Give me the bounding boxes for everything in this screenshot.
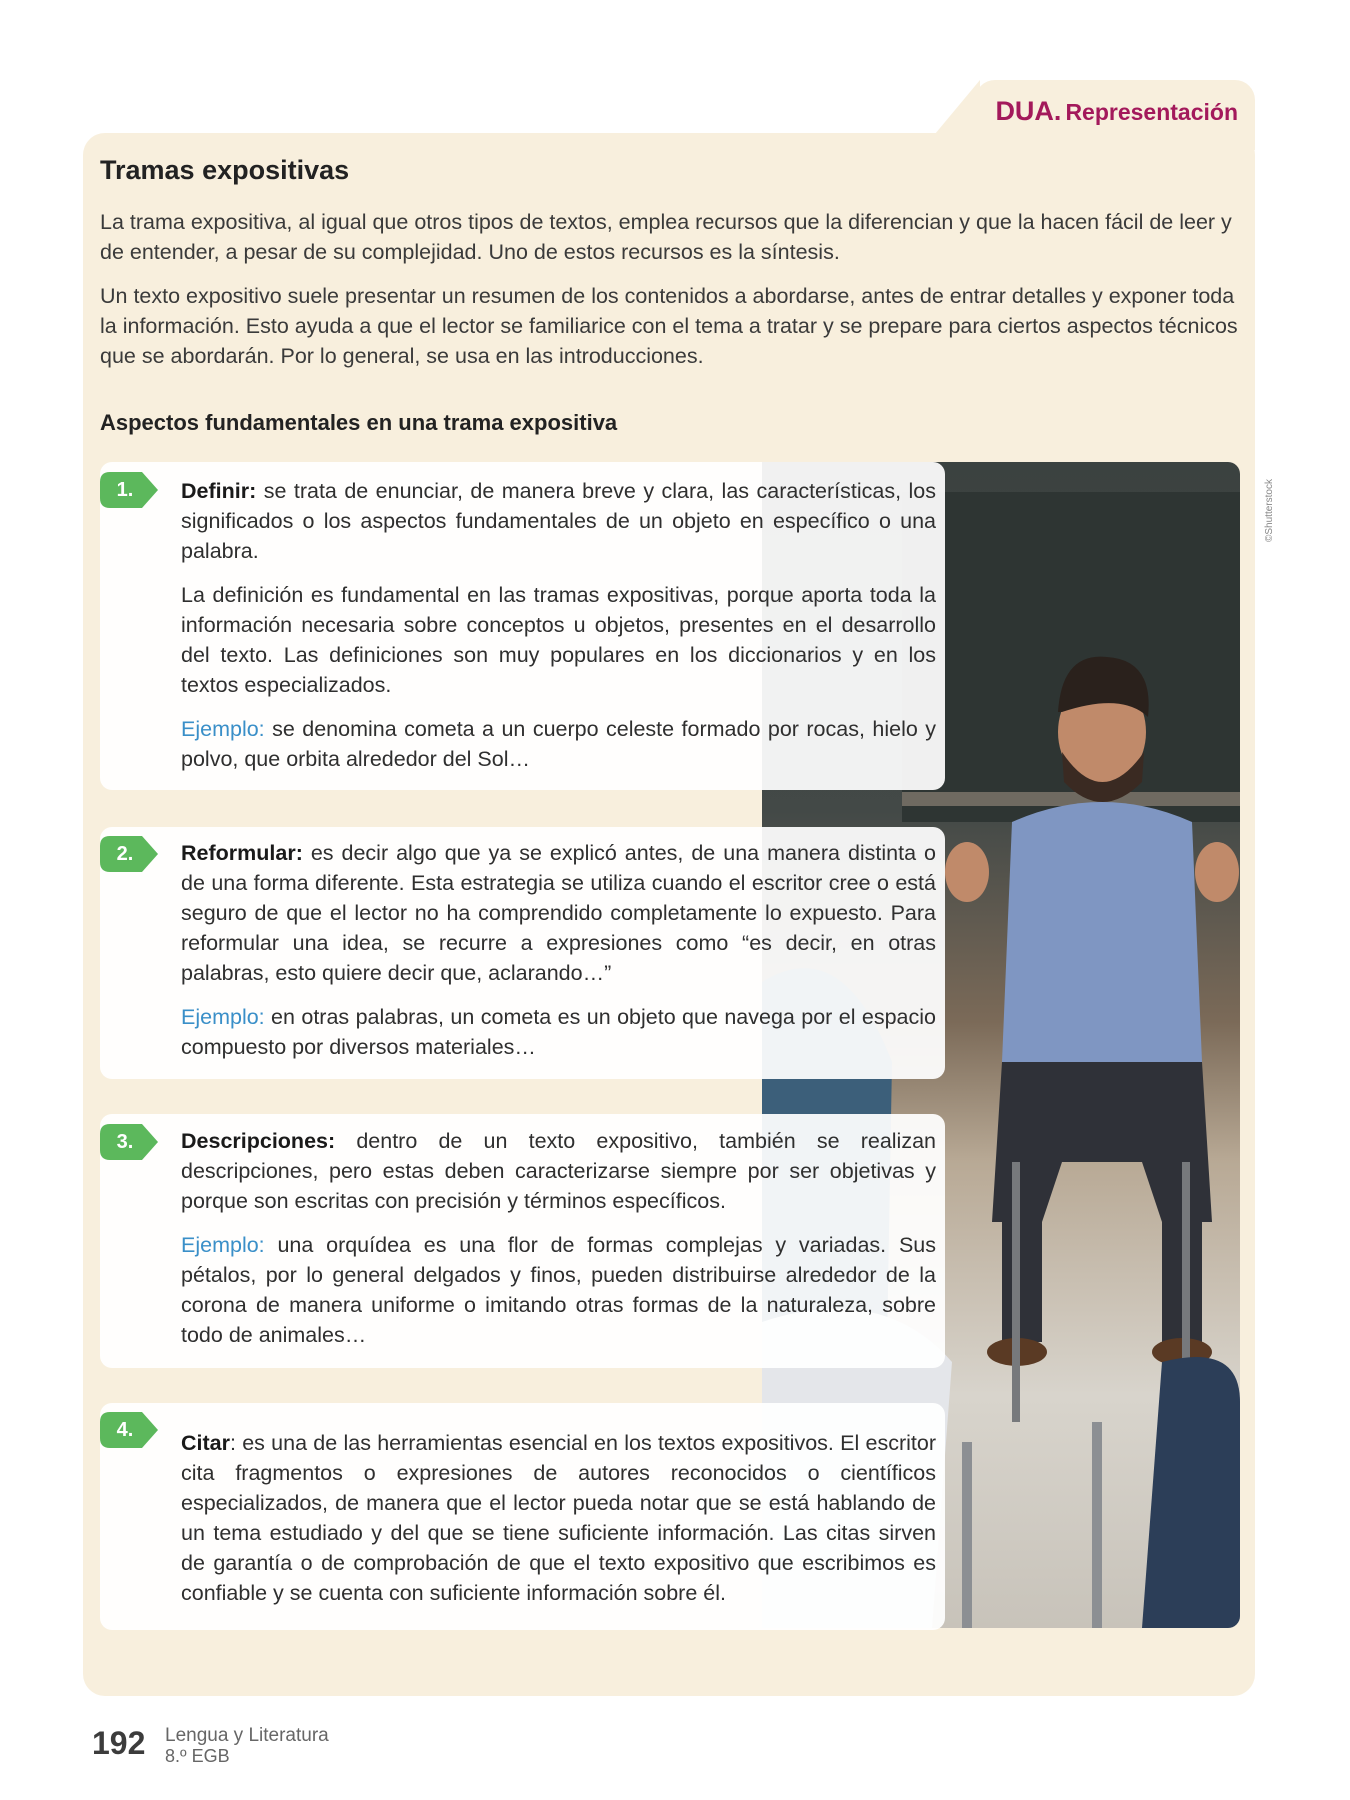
item-number: 4. [116,1419,134,1441]
intro-paragraph-2: Un texto expositivo suele presentar un resumen de los contenidos a abordarse, antes de entrar detalles y exponer toda la información. Esto ayuda a que el lector se familiarice con el tema a tratar y se prepare para ciertos aspectos técnicos que se abordarán. Por lo general, se usa en las introducciones. [100,284,1238,368]
item-text-definir [181,476,936,566]
item-definition: : es una de las herramientas esencial en los textos expositivos. El escritor cita fragmentos o expresiones de autores reconocidos o científicos especializados, de manera que el lector pueda notar que se está hablando de un tema estudiado y del que se tiene suficiente información. Las citas sirven de garantía o de comprobación de que el texto expositivo que escribimos es confiable y se cuenta con suficiente información sobre él. [181,1431,936,1605]
item-text-citar [181,1428,936,1608]
dua-sub: Representación [1065,99,1238,125]
photo-credit: ©Shutterstock [1264,479,1275,542]
item-definition: se trata de enunciar, de manera breve y clara, las características, los significados o los aspectos fundamentales de un objeto en específico o una palabra. [181,479,936,563]
item-badge-4 [100,1412,158,1448]
item-term: Reformular: [181,841,303,865]
example-text: en otras palabras, un cometa es un objeto que navega por el espacio compuesto por diversos materiales… [181,1005,936,1059]
dua-label: DUA. [995,96,1062,126]
page-number: 192 [92,1725,146,1761]
intro-paragraph-1: La trama expositiva, al igual que otros tipos de textos, emplea recursos que la diferencian y que la hacen fácil de leer y de entender, a pesar de su complejidad. Uno de estos recursos es la síntesis. [100,210,1232,264]
footer-grade: 8.º EGB [165,1746,230,1766]
item-badge-2 [100,836,158,872]
header-tab-slope [935,80,980,134]
example-label: Ejemplo: [181,1233,265,1257]
example-text: se denomina cometa a un cuerpo celeste formado por rocas, hielo y polvo, que orbita alrededor del Sol… [181,717,936,771]
item-definition: es decir algo que ya se explicó antes, de una manera distinta o de una forma diferente. Esta estrategia se utiliza cuando el escritor cree o está seguro de que el lector no ha comprendido completamente lo expuesto. Para reformular una idea, se recurre a expresiones como “es decir, en otras palabras, esto quiere decir que, aclarando…” [181,841,936,985]
item-number: 2. [116,843,134,865]
item-example-definir [181,714,936,774]
example-text: una orquídea es una flor de formas complejas y variadas. Sus pétalos, por lo general delgados y finos, pueden distribuirse alrededor de la corona de manera uniforme o imitando otras formas de la naturaleza, sobre todo de animales… [181,1233,936,1347]
item-extra-definir: La definición es fundamental en las tramas expositivas, porque aporta toda la información necesaria sobre conceptos u objetos, presentes en el desarrollo del texto. Las definiciones son muy populares en los diccionarios y en los textos especializados. [181,583,936,697]
item-badge-1 [100,472,158,508]
dua-header [995,96,1238,127]
item-definition: dentro de un texto expositivo, también se realizan descripciones, pero estas deben caracterizarse siempre por ser objetivas y porque son escritas con precisión y términos específicos. [181,1129,936,1213]
item-number: 1. [116,479,134,501]
page-title: Tramas expositivas [100,155,350,185]
item-example-reformular [181,1002,936,1062]
item-number: 3. [116,1131,134,1153]
item-term: Descripciones: [181,1129,336,1153]
section-subtitle: Aspectos fundamentales en una trama expositiva [100,410,618,435]
item-text-descripciones [181,1126,936,1216]
footer-subject: Lengua y Literatura [165,1725,329,1746]
item-term: Definir: [181,479,257,503]
example-label: Ejemplo: [181,717,265,741]
item-term: Citar [181,1431,230,1455]
item-example-descripciones [181,1230,936,1350]
item-text-reformular [181,838,936,988]
item-badge-3 [100,1124,158,1160]
example-label: Ejemplo: [181,1005,265,1029]
